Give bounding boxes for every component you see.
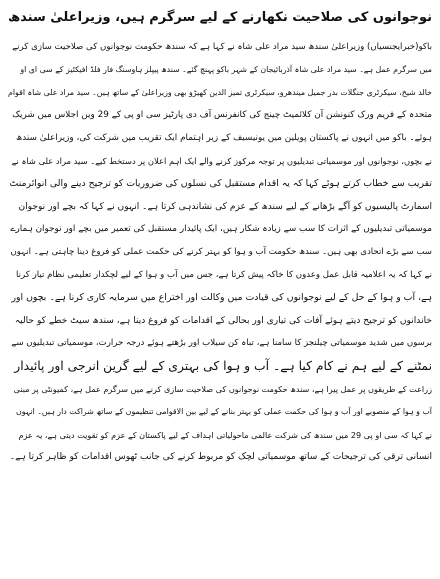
article-line: ہے، آب و ہوا کے حل کے لیے نوجوانوں کی قیادت میں وکالت اور اختراع میں سرمایہ کاری کرنا ہے۔ بچوں اور xyxy=(11,291,432,303)
article-line: نمٹنے کے لیے ہم نے کام کیا ہے۔ آب و ہوا کی بہتری کے لیے گرین انرجی اور پائیدار xyxy=(14,359,432,374)
article-line: آب و ہوا کے منصوبے اور آب و ہوا کی حکمت عملی کو بہتر بنانے کے لیے بین الاقوامی تنظیموں کے ساتھ شراکت دار ہیں۔ انہوں xyxy=(16,406,432,416)
article-line: متحدہ کے فریم ورک کنونشن آن کلائمیٹ چینج کی کانفرنس آف دی پارٹیز سی او پی کے 29 ویں اجلاس میں شریک xyxy=(12,110,432,121)
article-line: انسانی ترقی کی ترجیحات کے ساتھ موسمیاتی لچک کو مربوط کرنے کی جانب ٹھوس اقدامات کو ظاہر کرتا ہے۔ xyxy=(9,452,432,463)
article-line: ہوئے۔ باکو میں انہوں نے پاکستان پویلین میں یونیسیف کے زیر اہتمام ایک تقریب میں شرکت کی، وزیراعلیٰ سندھ xyxy=(16,133,432,144)
article-line: خاندانوں کو ترجیح دیتے ہوئے آفات کی تیاری اور بحالی کے اقدامات کو فروغ دینا ہے، سندھ سیٹ خطے کو حالیہ xyxy=(14,315,432,326)
article-body xyxy=(8,36,432,469)
article-line: خالد شیخ، سیکرٹری جنگلات بدر جمیل میندھرو، سیکرٹری تمیز الدین کھیڑو بھی وزیراعلیٰ کے ساتھ ہیں۔ سید مراد علی شاہ اقوام xyxy=(8,87,432,97)
article-line: زراعت کے طریقوں پر عمل پیرا ہے، سندھ حکومت نوجوانوں کی صلاحیت سازی کرنے میں سرگرم عمل ہے، کمیونٹی پر مبنی xyxy=(13,383,432,394)
article-line: برسوں میں شدید موسمیاتی چیلنجز کا سامنا ہے، تباہ کن سیلاب اور بڑھتے ہوئے درجہ حرارت، موسمیاتی تبدیلیوں سے xyxy=(11,338,432,349)
article-line: نے کہا کہ یہ اعلامیہ قابل عمل وعدوں کا خاکہ پیش کرتا ہے، جس میں آب و ہوا کے لیے لچکدار تعلیمی نظام تیار کرنا xyxy=(16,269,432,280)
article-line: اسمارٹ پالیسیوں کو آگے بڑھانے کے لیے سندھ کے عزم کی نشاندہی کرتا ہے۔ انہوں نے کہا کہ بچے اور نوجوان xyxy=(18,201,432,212)
article-line: سب سے بڑے اتحادی بھی ہیں۔ سندھ حکومت آب و ہوا کو بہتر کرنے کی حکمت عملی کو فروغ دینا چاہتی ہے۔ انہوں xyxy=(10,247,432,258)
article-line: نے کہا کہ سی او پی 29 میں سندھ کی شرکت عالمی ماحولیاتی اہداف کے لیے پاکستان کے عزم کو تقویت دیتی ہے، یہ عزم xyxy=(18,429,432,440)
article-line: نے بچوں، نوجوانوں اور موسمیاتی تبدیلیوں پر توجہ مرکوز کرنے والے ایک اہم اعلان پر دستخط کیے۔ سید مراد علی شاہ نے xyxy=(11,155,432,166)
article-headline: نوجوانوں کی صلاحیت نکھارنے کے لیے سرگرم ہیں، وزیراعلیٰ سندھ xyxy=(7,10,432,25)
article-line: میں سرگرم عمل ہے۔ سید مراد علی شاہ آذربائیجان کے شہر باکو پہنچ گئے۔ سندھ پیپلز ہاوسنگ فار فلڈ افیکٹیز کے سی ای او xyxy=(20,64,432,74)
article-line: تقریب سے خطاب کرتے ہوئے کہا کہ یہ اقدام مستقبل کی نسلوں کی ضروریات کو ترجیح دینے والی انوائرمنٹ xyxy=(9,177,432,189)
article-line: باکو(خبرایجنسیاں) وزیراعلیٰ سندھ سید مراد علی شاہ نے کہا ہے کہ سندھ حکومت نوجوانوں کی صلاحیت سازی کرنے xyxy=(12,42,432,52)
article-line: موسمیاتی تبدیلیوں کے اثرات کا سب سے زیادہ شکار ہیں، ایک پائیدار مستقبل کی تعمیر میں بچے اور نوجوان ہمارے xyxy=(10,224,432,235)
